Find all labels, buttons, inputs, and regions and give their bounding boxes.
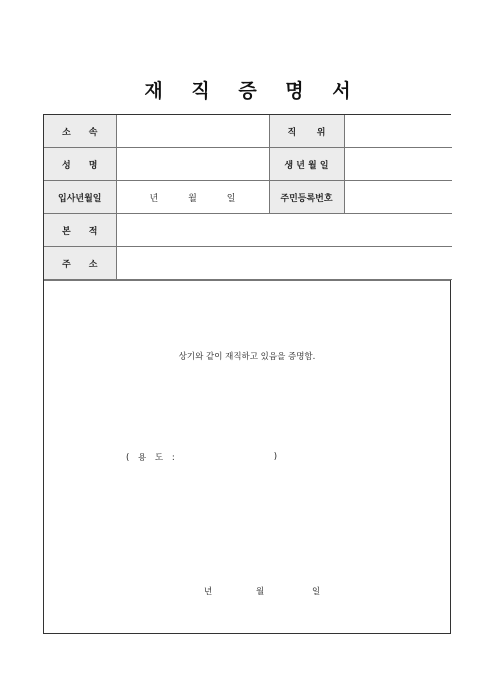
resident-id-label: 주민등록번호 bbox=[269, 181, 344, 214]
position-field[interactable] bbox=[344, 115, 452, 148]
issue-month-unit: 월 bbox=[256, 587, 265, 597]
purpose-line bbox=[126, 451, 277, 463]
join-date-label: 입사년월일 bbox=[44, 181, 116, 214]
info-table bbox=[44, 115, 452, 280]
purpose-close: ) bbox=[273, 452, 278, 462]
certificate-body bbox=[44, 280, 450, 635]
address-field[interactable] bbox=[116, 247, 452, 280]
domicile-field[interactable] bbox=[116, 214, 452, 247]
join-year-unit: 년 bbox=[149, 193, 159, 204]
domicile-label: 본 적 bbox=[44, 214, 116, 247]
table-row bbox=[44, 148, 452, 181]
name-field[interactable] bbox=[116, 148, 269, 181]
join-date-field[interactable] bbox=[116, 181, 269, 214]
department-field[interactable] bbox=[116, 115, 269, 148]
certificate-form bbox=[43, 114, 451, 634]
join-month-unit: 월 bbox=[188, 193, 197, 204]
department-label: 소 속 bbox=[44, 115, 116, 148]
table-row bbox=[44, 181, 452, 214]
issue-day-unit: 일 bbox=[312, 587, 321, 597]
table-row bbox=[44, 115, 452, 148]
position-label: 직 위 bbox=[269, 115, 344, 148]
table-row bbox=[44, 214, 452, 247]
name-label: 성 명 bbox=[44, 148, 116, 181]
birthdate-label: 생 년 월 일 bbox=[269, 148, 344, 181]
birthdate-field[interactable] bbox=[344, 148, 452, 181]
resident-id-field[interactable] bbox=[344, 181, 452, 214]
document-title: 재 직 증 명 서 bbox=[144, 80, 362, 102]
certification-statement: 상기와 같이 재직하고 있음을 증명함. bbox=[178, 352, 316, 362]
address-label: 주 소 bbox=[44, 247, 116, 280]
join-day-unit: 일 bbox=[226, 193, 236, 204]
table-row bbox=[44, 247, 452, 280]
purpose-label: ( 용 도 : bbox=[126, 453, 178, 463]
issue-year-unit: 년 bbox=[204, 587, 213, 597]
